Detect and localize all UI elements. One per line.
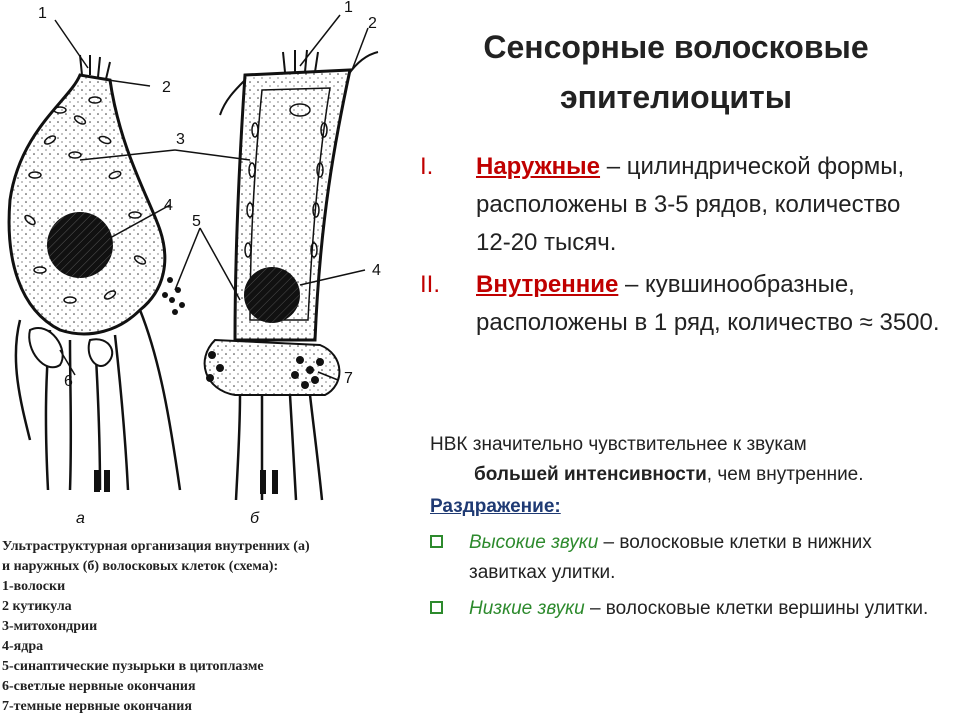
irritation-item-low	[430, 594, 950, 624]
irritation-item-high	[430, 528, 950, 588]
hair-cell-types	[420, 148, 940, 346]
hair-cell-illustration	[0, 0, 400, 540]
type-numeral: II.	[420, 271, 441, 298]
comparison-rest: , чем внутренние.	[706, 464, 864, 485]
inner-hair-cell	[9, 55, 185, 492]
label-4a: 4	[164, 197, 173, 214]
caption-line: 1-волоски	[2, 579, 66, 594]
comparison-bold: большей интенсивности	[474, 464, 707, 485]
type-name: Наружные	[476, 153, 601, 180]
label-2b: 2	[368, 15, 377, 32]
type-item-outer	[420, 148, 940, 262]
irritation-term: Высокие звуки	[469, 532, 599, 553]
irritation-desc: – волосковые клетки вершины улитки.	[584, 598, 929, 619]
type-description	[476, 148, 940, 262]
label-3: 3	[176, 131, 185, 148]
caption-line: и наружных (б) волосковых клеток (схема):	[2, 559, 279, 574]
caption-line: 7-темные нервные окончания	[2, 699, 192, 714]
type-text: – кувшинообразные, расположены в 1 ряд, количество ≈ 3500.	[476, 271, 940, 336]
sensitivity-comparison	[430, 430, 950, 490]
checkbox-icon	[430, 535, 443, 548]
label-1a: 1	[38, 5, 47, 22]
hair-cell-diagram	[0, 0, 400, 540]
caption-line: 5-синаптические пузырьки в цитоплазме	[2, 659, 264, 674]
caption-line: 2 кутикула	[2, 599, 72, 614]
label-4b: 4	[372, 262, 381, 279]
irritation-list	[430, 528, 950, 630]
label-1b: 1	[344, 0, 353, 16]
irritation-text	[469, 528, 950, 588]
page-title: Сенсорные волосковые эпителиоциты	[483, 29, 869, 115]
irritation-text	[469, 594, 928, 624]
label-5: 5	[192, 213, 201, 230]
label-7: 7	[344, 370, 353, 387]
type-name: Внутренние	[476, 271, 619, 298]
sublabel-b: б	[250, 510, 259, 527]
caption-line: 3-митохондрии	[2, 619, 98, 634]
type-item-inner	[420, 266, 940, 342]
type-numeral: I.	[420, 153, 434, 180]
comparison-line-1: НВК значительно чувствительнее к звукам	[430, 434, 807, 455]
label-6: 6	[64, 373, 73, 390]
irritation-heading: Раздражение:	[430, 496, 561, 517]
checkbox-icon	[430, 601, 443, 614]
comparison-line-2	[430, 460, 950, 490]
label-2a: 2	[162, 79, 171, 96]
irritation-term: Низкие звуки	[469, 598, 585, 619]
type-text: – цилиндрической формы, расположены в 3-5 рядов, количество 12-20 тысяч.	[476, 153, 905, 256]
type-description	[476, 266, 940, 342]
irritation-desc: – волосковые клетки в нижних завитках улитки.	[469, 532, 872, 583]
outer-hair-cell	[205, 50, 378, 500]
diagram-caption	[2, 537, 402, 717]
caption-line: 4-ядра	[2, 639, 44, 654]
sublabel-a: а	[76, 510, 85, 527]
caption-line: 6-светлые нервные окончания	[2, 679, 196, 694]
caption-line: Ультраструктурная организация внутренних (а)	[2, 539, 310, 554]
